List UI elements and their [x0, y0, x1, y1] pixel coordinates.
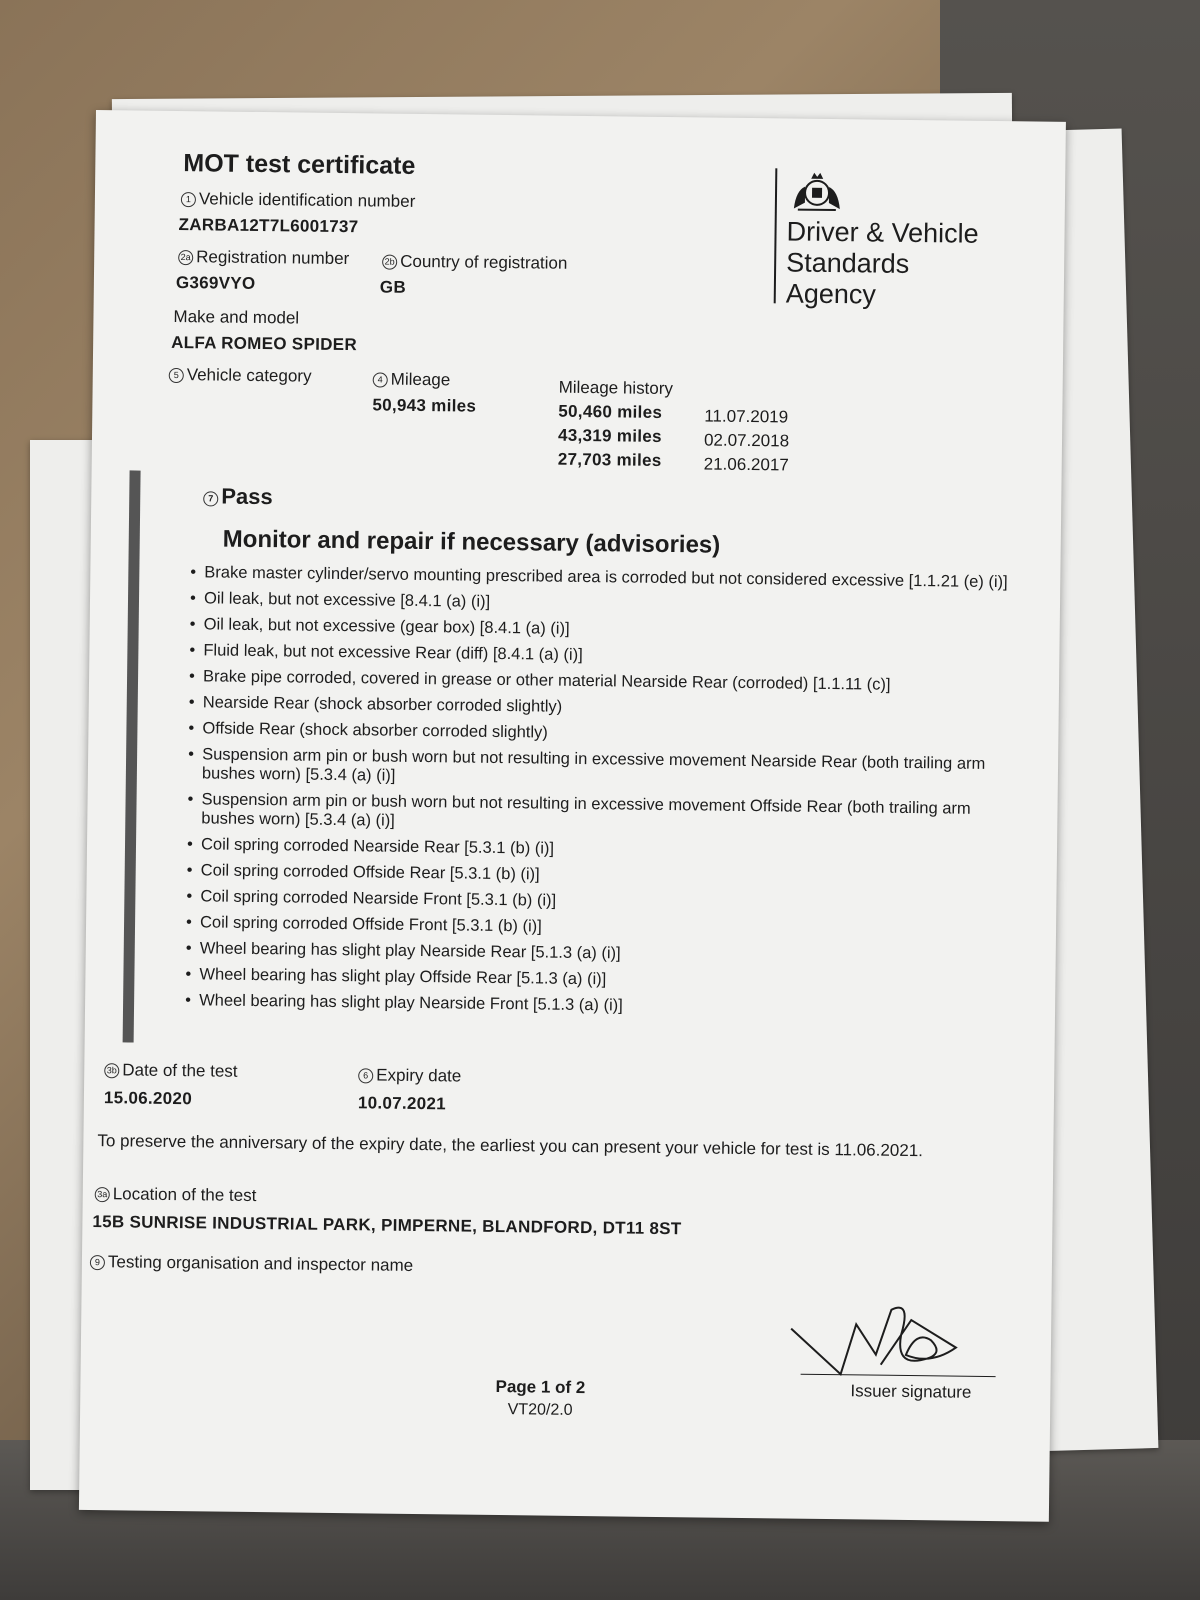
mileage-label: 4 Mileage: [373, 369, 451, 390]
advisory-item: • Fluid leak, but not excessive Rear (diff) [8.4.1 (a) (i)]: [189, 641, 1009, 670]
field-number: 9: [90, 1255, 105, 1270]
registration-label: 2a Registration number: [178, 247, 349, 269]
advisory-item: • Wheel bearing has slight play Offside Rear [5.1.3 (a) (i)]: [185, 965, 1005, 994]
expiry-date-label: 6 Expiry date: [358, 1065, 461, 1086]
advisory-item: • Brake master cylinder/servo mounting prescribed area is corroded but not considered excessive [1.1.21 (e) (i)]: [190, 563, 1010, 592]
issuer-signature-image: [780, 1293, 981, 1385]
field-number: 3a: [95, 1187, 110, 1202]
royal-crest-icon: [790, 168, 845, 213]
result-side-bar: [123, 470, 141, 1042]
advisory-item: • Offside Rear (shock absorber corroded slightly): [188, 719, 1008, 748]
advisory-item: • Suspension arm pin or bush worn but not resulting in excessive movement Nearside Rear (both trailing arm bushes worn) [5.3.4 (a) (i)]: [188, 745, 1008, 793]
country-value: GB: [379, 277, 407, 297]
vehicle-category-label: 5 Vehicle category: [169, 365, 312, 387]
anniversary-notice: To preserve the anniversary of the expiry date, the earliest you can present your vehicle for test is 11.06.2021.: [97, 1131, 924, 1161]
vin-label: 1 Vehicle identification number: [181, 189, 416, 212]
field-number: 2a: [178, 250, 193, 265]
page-footer: [480, 1377, 601, 1420]
test-result-status: 7 Pass: [203, 483, 273, 510]
registration-value: G369VYO: [175, 272, 256, 293]
mileage-history-date: 21.06.2017: [703, 454, 789, 475]
mileage-history-date: 02.07.2018: [703, 430, 790, 451]
advisory-item: • Coil spring corroded Nearside Rear [5.3.1 (b) (i)]: [187, 835, 1007, 864]
form-code: VT20/2.0: [507, 1401, 573, 1419]
test-location-address: 15B SUNRISE INDUSTRIAL PARK, PIMPERNE, BLANDFORD, DT11 8ST: [92, 1212, 682, 1239]
inspector-label: 9 Testing organisation and inspector name: [90, 1252, 413, 1276]
expiry-date-value: 10.07.2021: [357, 1093, 447, 1114]
field-number: 6: [358, 1068, 373, 1083]
mot-certificate-page: [79, 110, 1066, 1522]
advisories-heading: Monitor and repair if necessary (advisories): [222, 525, 721, 559]
page-number: Page 1 of 2: [495, 1376, 586, 1398]
mileage-history-miles: 50,460 miles: [558, 401, 663, 422]
field-number: 1: [181, 192, 196, 207]
mileage-history-date: 11.07.2019: [704, 406, 789, 427]
test-location-label: 3a Location of the test: [95, 1184, 257, 1206]
advisory-item: • Nearside Rear (shock absorber corroded slightly): [189, 693, 1009, 722]
test-date-label: 3b Date of the test: [104, 1060, 238, 1082]
issuer-signature-label: Issuer signature: [850, 1381, 972, 1402]
mileage-history-miles: 27,703 miles: [557, 449, 662, 470]
field-number: 5: [169, 368, 184, 383]
agency-name: Driver & Vehicle Standards Agency: [785, 216, 979, 310]
agency-divider: [774, 168, 778, 303]
field-number: 7: [203, 491, 218, 506]
make-model-label: Make and model: [173, 306, 300, 328]
mileage-history-label: Mileage history: [558, 377, 674, 399]
vin-value: ZARBA12T7L6001737: [178, 215, 359, 237]
mileage-value: 50,943 miles: [372, 395, 477, 416]
mileage-history-miles: 43,319 miles: [557, 425, 662, 446]
advisory-item: • Wheel bearing has slight play Nearside Rear [5.1.3 (a) (i)]: [186, 939, 1006, 968]
advisory-item: • Coil spring corroded Nearside Front [5.3.1 (b) (i)]: [186, 887, 1006, 916]
advisory-item: • Oil leak, but not excessive [8.4.1 (a) (i)]: [190, 589, 1010, 618]
advisory-item: • Coil spring corroded Offside Rear [5.3.1 (b) (i)]: [187, 861, 1007, 890]
field-number: 2b: [382, 255, 397, 270]
advisory-item: • Brake pipe corroded, covered in grease or other material Nearside Rear (corroded) [1.1.11 (c)]: [189, 667, 1009, 696]
advisories-list: [185, 563, 1010, 1027]
field-number: 3b: [104, 1063, 119, 1078]
certificate-title: MOT test certificate: [183, 149, 416, 180]
advisory-item: • Coil spring corroded Offside Front [5.3.1 (b) (i)]: [186, 913, 1006, 942]
test-date-value: 15.06.2020: [103, 1088, 193, 1109]
advisory-item: • Wheel bearing has slight play Nearside Front [5.1.3 (a) (i)]: [185, 991, 1005, 1020]
country-label: 2b Country of registration: [382, 252, 567, 274]
advisory-item: • Oil leak, but not excessive (gear box) [8.4.1 (a) (i)]: [190, 615, 1010, 644]
advisory-item: • Suspension arm pin or bush worn but not resulting in excessive movement Offside Rear (both trailing arm bushes worn) [5.3.4 (a) (i)]: [187, 790, 1007, 838]
field-number: 4: [373, 372, 388, 387]
make-model-value: ALFA ROMEO SPIDER: [171, 332, 358, 355]
